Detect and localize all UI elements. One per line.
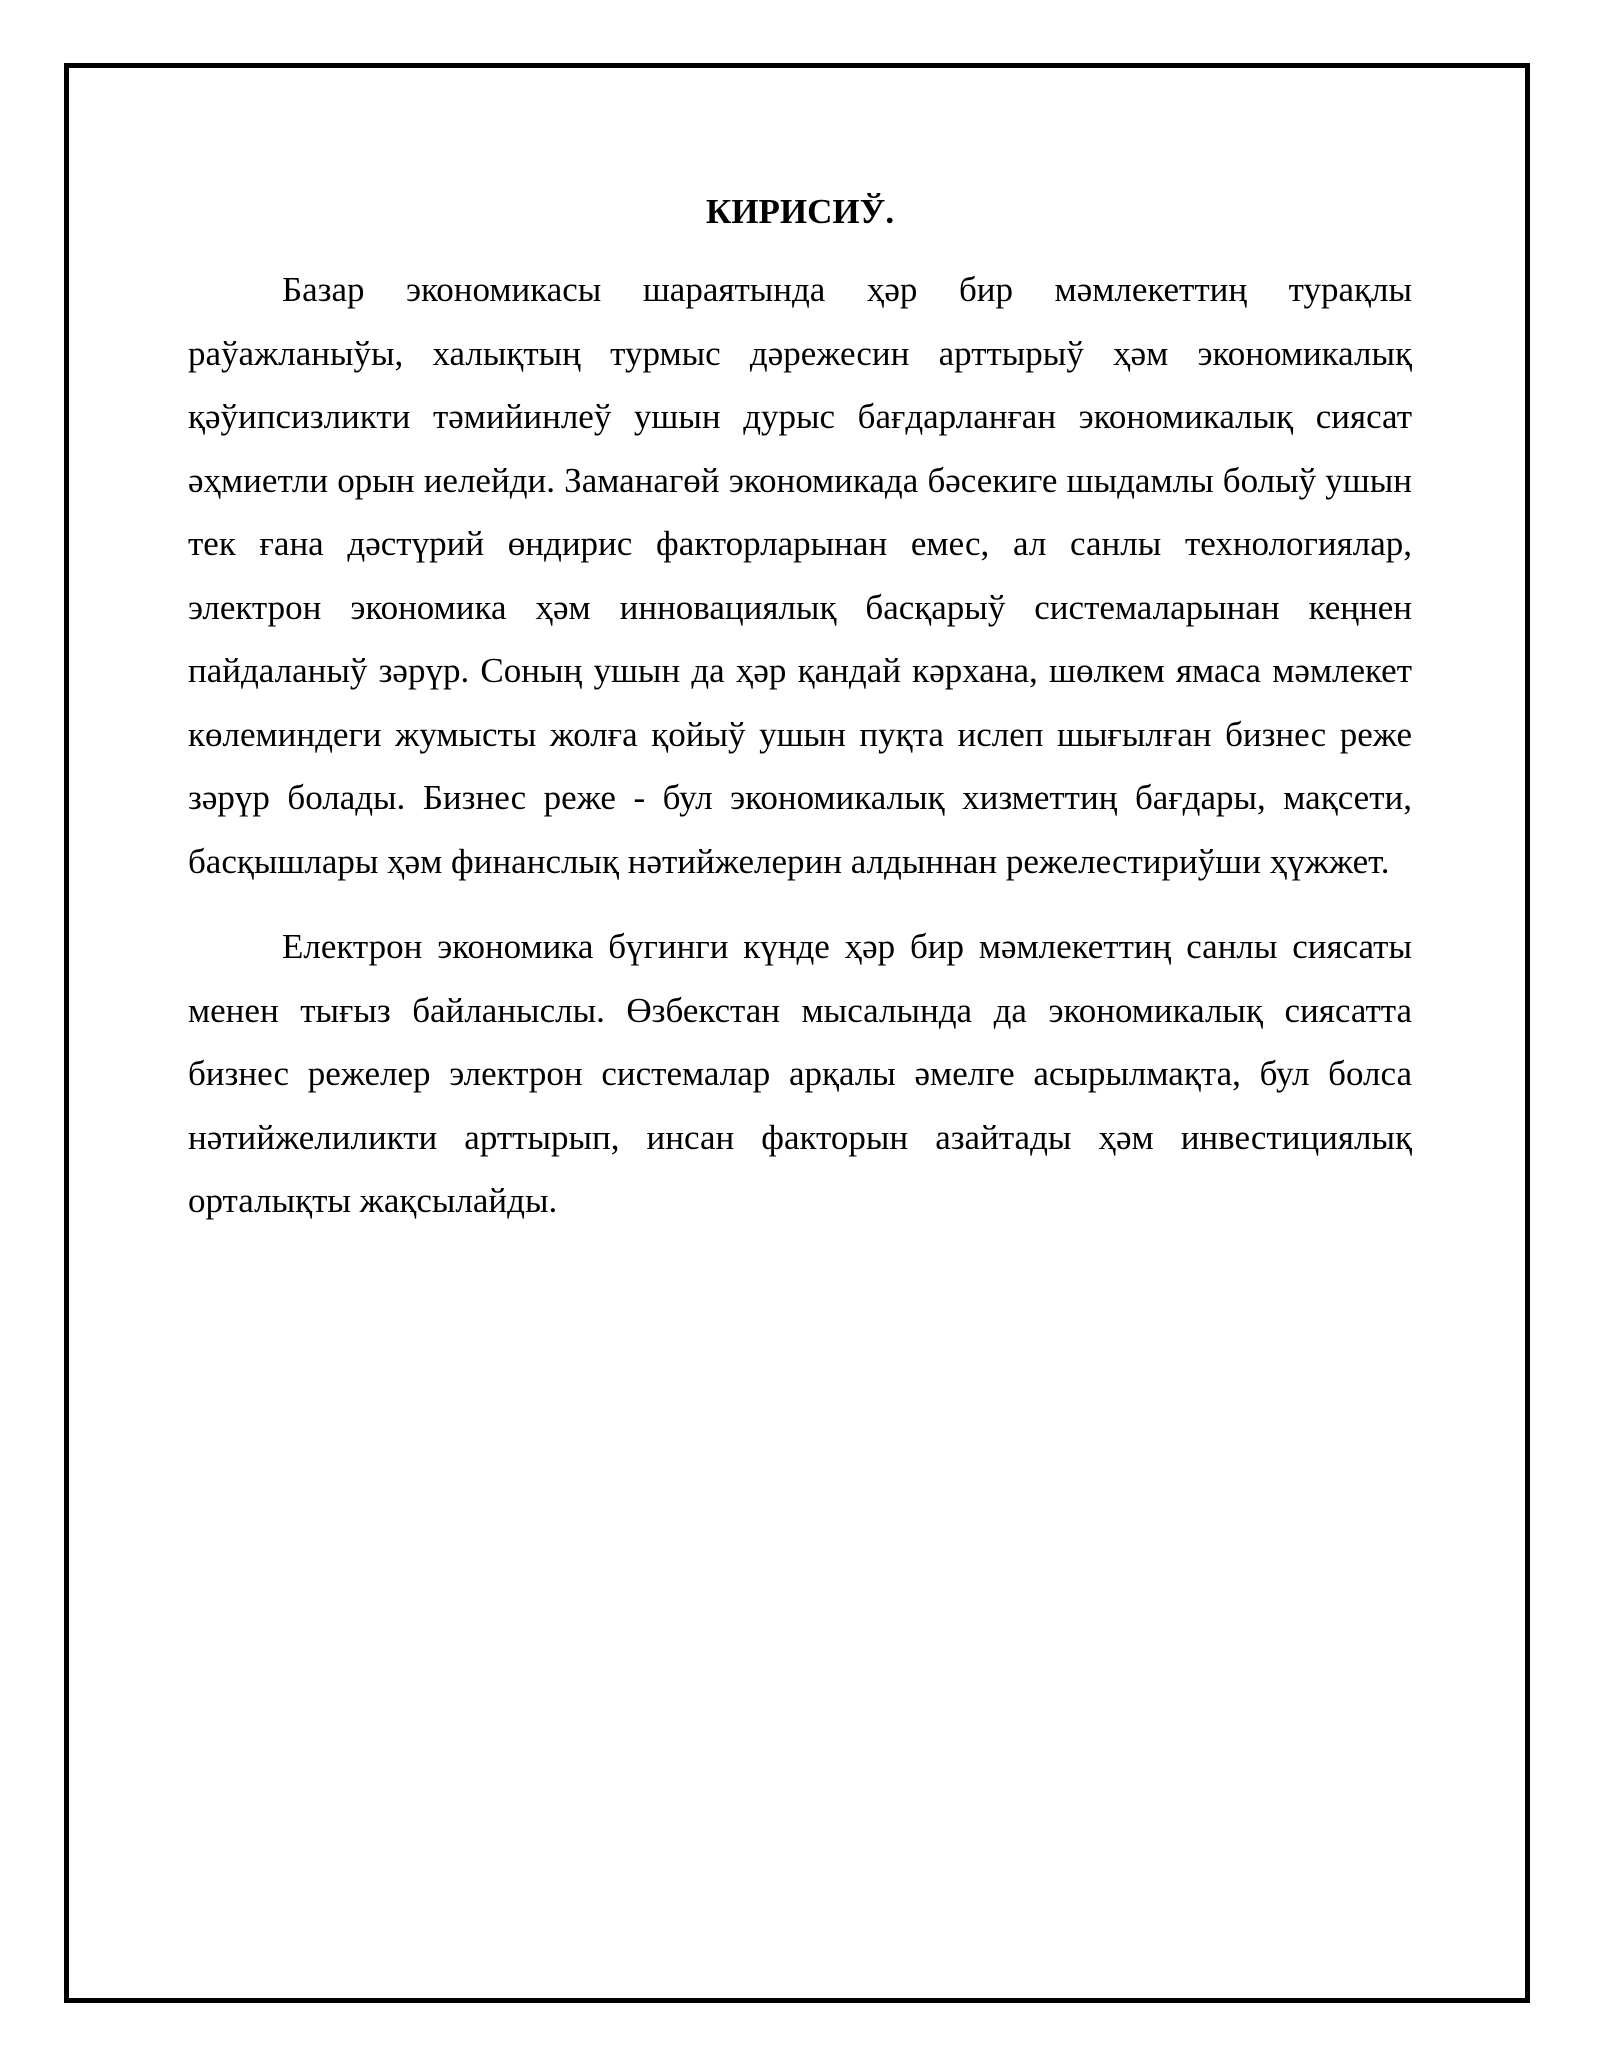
document-heading: КИРИСИЎ. bbox=[705, 192, 895, 231]
paragraph-1: Базар экономикасы шараятында ҳәр бир мәмлекеттиң турақлы раўажланыўы, халықтың турмыс дәрежесин арттырыў ҳәм экономикалық қәўипсизликти тәмийинлеў ушын дурыс бағдарланған экономикалық сиясат әҳмиетли орын иелейди. Заманагөй экономикада бәсекиге шыдамлы болыў ушын тек ғана дәстүрий өндирис факторларынан емес, ал санлы технологиялар, электрон экономика ҳәм инновациялық басқарыў системаларынан кеңнен пайдаланыў зәрүр. Соның ушын да ҳәр қандай кәрхана, шөлкем ямаса мәмлекет көлеминдеги жумысты жолға қойыў ушын пуқта ислеп шығылған бизнес реже зәрүр болады. Бизнес реже - бул экономикалық хизметтиң бағдары, мақсети, басқышлары ҳәм финанслық нәтийжелерин алдыннан режелестириўши ҳүжжет. bbox=[188, 270, 1412, 881]
paragraph-2: Електрон экономика бүгинги күнде ҳәр бир мәмлекеттиң санлы сиясаты менен тығыз байланыслы. Өзбекстан мысалында да экономикалық сиясатта бизнес режелер электрон системалар арқалы әмелге асырылмақта, бул болса нәтийжелиликти арттырып, инсан факторын азайтады ҳәм инвестициялық орталықты жақсылайды. bbox=[188, 927, 1412, 1220]
document-body bbox=[188, 188, 1412, 1255]
